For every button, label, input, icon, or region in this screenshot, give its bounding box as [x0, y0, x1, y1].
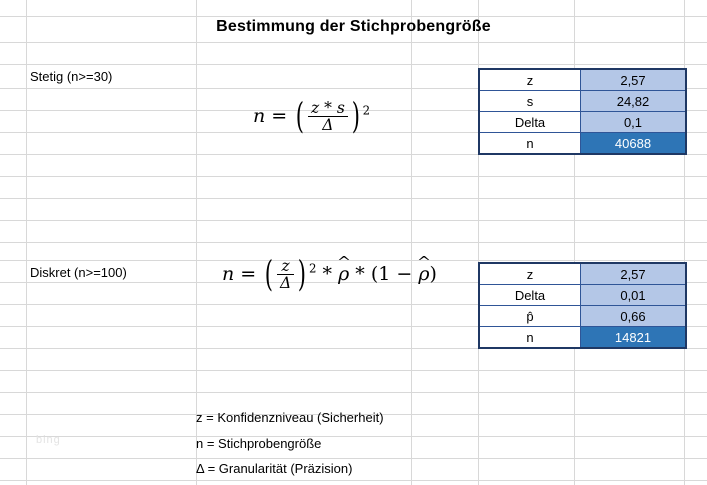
formula1-numerator: z * s [310, 99, 345, 117]
gridline-row [0, 176, 707, 177]
parameter-table-discrete [478, 262, 687, 349]
formula2-multiply-1: * [322, 262, 333, 285]
formula1-lhs: n [253, 104, 266, 127]
table-row[interactable] [479, 69, 686, 91]
section-label-continuous: Stetig (n>=30) [30, 69, 113, 84]
gridline-row [0, 436, 707, 437]
table-row-result[interactable] [479, 327, 686, 349]
param-key-p-hat: p̂ [479, 306, 581, 327]
formula2-close-group: ) [429, 262, 437, 285]
formula2-open-group: (1 − [370, 262, 413, 285]
formula2-equals: = [240, 262, 257, 285]
result-key: n [479, 133, 581, 155]
param-key: s [479, 91, 581, 112]
formula-discrete [222, 253, 437, 295]
formula1-close-paren: ) [351, 95, 360, 137]
param-value[interactable]: 0,01 [581, 285, 687, 306]
gridline-row [0, 16, 707, 17]
formula1-open-paren: ( [296, 95, 305, 137]
param-key: z [479, 263, 581, 285]
formula2-open-paren: ( [265, 253, 274, 295]
gridline-row [0, 220, 707, 221]
gridline-row [0, 198, 707, 199]
gridline-row [0, 392, 707, 393]
gridline-row [0, 370, 707, 371]
formula1-denominator: Δ [308, 116, 348, 133]
formula-continuous [253, 95, 371, 137]
table-row-result[interactable] [479, 133, 686, 155]
gridline-row [0, 480, 707, 481]
table-row[interactable] [479, 306, 686, 327]
formula1-fraction [308, 100, 348, 134]
parameter-table-continuous [478, 68, 687, 155]
formula2-fraction [277, 258, 294, 292]
formula2-exponent: 2 [308, 261, 317, 276]
param-value[interactable]: 2,57 [581, 263, 687, 285]
watermark: bing [36, 434, 61, 446]
table-row[interactable] [479, 285, 686, 306]
legend-line-z: z = Konfidenzniveau (Sicherheit) [196, 410, 384, 425]
param-value[interactable]: 2,57 [581, 69, 687, 91]
param-key: z [479, 69, 581, 91]
gridline-column [411, 0, 412, 485]
param-value[interactable]: 0,1 [581, 112, 687, 133]
gridline-row [0, 42, 707, 43]
formula2-p-hat-2: ρ ^ [418, 263, 429, 285]
formula2-denominator: Δ [277, 274, 294, 291]
formula2-multiply-2: * [355, 262, 365, 285]
page-title: Bestimmung der Stichprobengröße [216, 18, 491, 35]
section-label-discrete: Diskret (n>=100) [30, 265, 127, 280]
gridline-row [0, 458, 707, 459]
legend-line-delta: Δ = Granularität (Präzision) [196, 461, 353, 476]
gridline-row [0, 242, 707, 243]
result-value[interactable]: 14821 [581, 327, 687, 349]
table-row[interactable] [479, 91, 686, 112]
legend-line-n: n = Stichprobengröße [196, 436, 322, 451]
formula1-equals: = [271, 104, 288, 127]
param-value[interactable]: 0,66 [581, 306, 687, 327]
formula2-p-hat-1: ρ ^ [338, 263, 349, 285]
formula1-exponent: 2 [362, 103, 371, 118]
formula2-lhs: n [222, 262, 235, 285]
table-row[interactable] [479, 263, 686, 285]
formula2-close-paren: ) [297, 253, 307, 295]
result-value[interactable]: 40688 [581, 133, 687, 155]
result-key: n [479, 327, 581, 349]
gridline-column [26, 0, 27, 485]
formula2-numerator: z [281, 257, 290, 275]
table-row[interactable] [479, 112, 686, 133]
gridline-row [0, 64, 707, 65]
param-value[interactable]: 24,82 [581, 91, 687, 112]
param-key: Delta [479, 112, 581, 133]
param-key: Delta [479, 285, 581, 306]
